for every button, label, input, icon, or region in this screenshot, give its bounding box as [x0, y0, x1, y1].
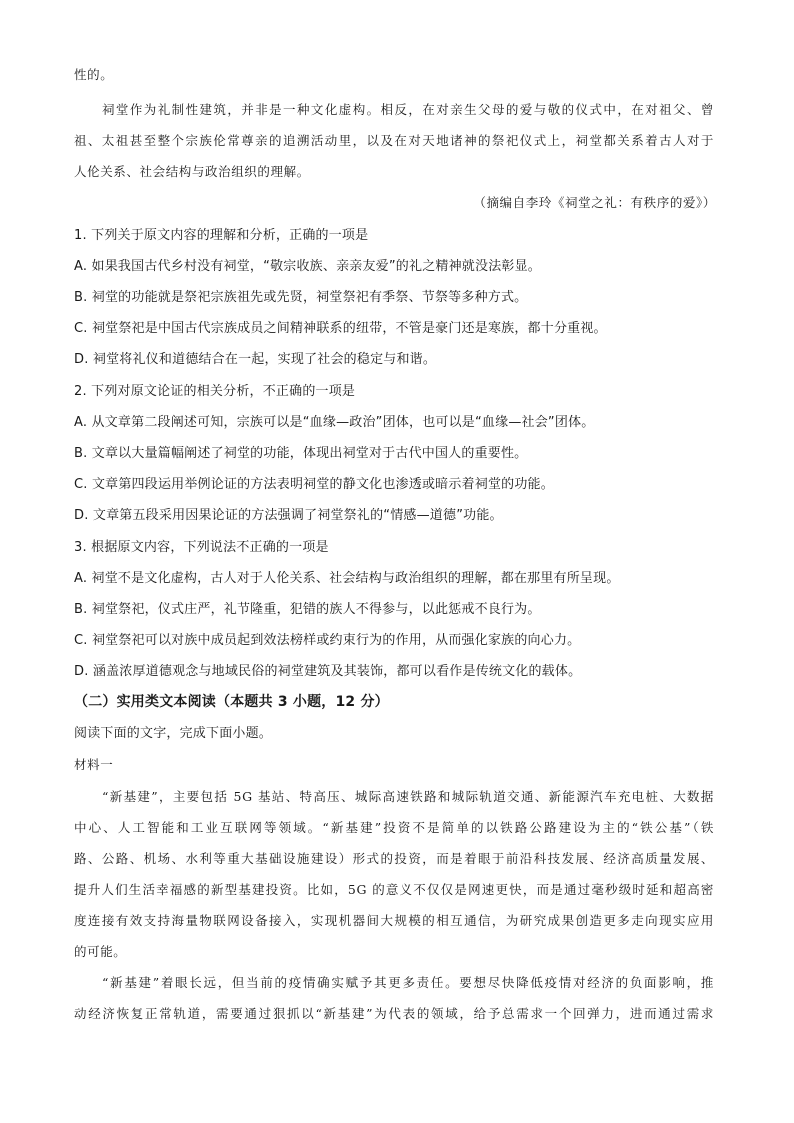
question-stem: 2. 下列对原文论证的相关分析，不正确的一项是 — [74, 384, 356, 399]
question-option: B. 文章以大量篇幅阐述了祠堂的功能，体现出祠堂对于古代中国人的重要性。 — [74, 446, 528, 461]
passage-source: （摘编自李玲《祠堂之礼：有秩序的爱》） — [473, 195, 716, 210]
question-option: A. 祠堂不是文化虚构，古人对于人伦关系、社会结构与政治组织的理解，都在那里有所呈现。 — [74, 571, 620, 586]
material-paragraph-line: 提升人们生活幸福感的新型基建投资。比如，5G 的意义不仅仅是网速更快，而是通过毫秒级时延和超高密 — [74, 882, 714, 897]
material-paragraph-line: “新基建”着眼长远，但当前的疫情确实赋予其更多责任。要想尽快降低疫情对经济的负面影响，推 — [102, 975, 714, 990]
passage-ending-line: 性的。 — [74, 67, 114, 82]
question-option: D. 祠堂将礼仪和道德结合在一起，实现了社会的稳定与和谐。 — [74, 352, 437, 367]
question-option: C. 文章第四段运用举例论证的方法表明祠堂的静文化也渗透或暗示着祠堂的功能。 — [74, 477, 554, 492]
question-option: D. 文章第五段采用因果论证的方法强调了祠堂祭礼的“情感—道德”功能。 — [74, 508, 503, 523]
passage-paragraph-line: 祠堂作为礼制性建筑，并非是一种文化虚构。相反，在对亲生父母的爱与敬的仪式中，在对祖父、曾 — [102, 102, 714, 117]
material-label: 材料一 — [74, 757, 114, 772]
section-heading: （二）实用类文本阅读（本题共 3 小题，12 分） — [74, 694, 389, 710]
question-option: A. 如果我国古代乡村没有祠堂，“敬宗收族、亲亲友爱”的礼之精神就没法彰显。 — [74, 259, 541, 274]
question-stem: 3. 根据原文内容，下列说法不正确的一项是 — [74, 540, 329, 555]
question-option: D. 涵盖浓厚道德观念与地域民俗的祠堂建筑及其装饰，都可以看作是传统文化的载体。 — [74, 664, 582, 679]
question-option: A. 从文章第二段阐述可知，宗族可以是“血缘—政治”团体，也可以是“血缘—社会”团体。 — [74, 415, 595, 430]
question-stem: 1. 下列关于原文内容的理解和分析，正确的一项是 — [74, 228, 369, 243]
material-paragraph-line: 的可能。 — [74, 944, 127, 959]
passage-paragraph-line: 人伦关系、社会结构与政治组织的理解。 — [74, 164, 310, 179]
passage-paragraph-line: 祖、太祖甚至整个宗族伦常尊亲的追溯活动里，以及在对天地诸神的祭祀仪式上，祠堂都关系着古人对于 — [74, 133, 714, 148]
material-paragraph-line: “新基建”，主要包括 5G 基站、特高压、城际高速铁路和城际轨道交通、新能源汽车充电桩、大数据 — [102, 789, 714, 804]
material-paragraph-line: 度连接有效支持海量物联网设备接入，实现机器间大规模的相互通信，为研究成果创造更多走向现实应用 — [74, 913, 714, 928]
material-paragraph-line: 中心、人工智能和工业互联网等领域。“新基建”投资不是简单的以铁路公路建设为主的“铁公基”（铁 — [74, 820, 714, 835]
material-paragraph-line: 路、公路、机场、水利等重大基础设施建设）形式的投资，而是着眼于前沿科技发展、经济高质量发展、 — [74, 851, 714, 866]
material-paragraph-line: 动经济恢复正常轨道，需要通过狠抓以“新基建”为代表的领域，给予总需求一个回弹力，进而通过需求 — [74, 1006, 714, 1021]
section-instruction: 阅读下面的文字，完成下面小题。 — [74, 726, 273, 741]
question-option: C. 祠堂祭祀是中国古代宗族成员之间精神联系的纽带，不管是豪门还是寒族，都十分重视。 — [74, 321, 607, 336]
question-option: C. 祠堂祭祀可以对族中成员起到效法榜样或约束行为的作用，从而强化家族的向心力。 — [74, 633, 581, 648]
question-option: B. 祠堂的功能就是祭祀宗族祖先或先贤，祠堂祭祀有季祭、节祭等多种方式。 — [74, 290, 528, 305]
question-option: B. 祠堂祭祀，仪式庄严，礼节隆重，犯错的族人不得参与，以此惩戒不良行为。 — [74, 602, 541, 617]
